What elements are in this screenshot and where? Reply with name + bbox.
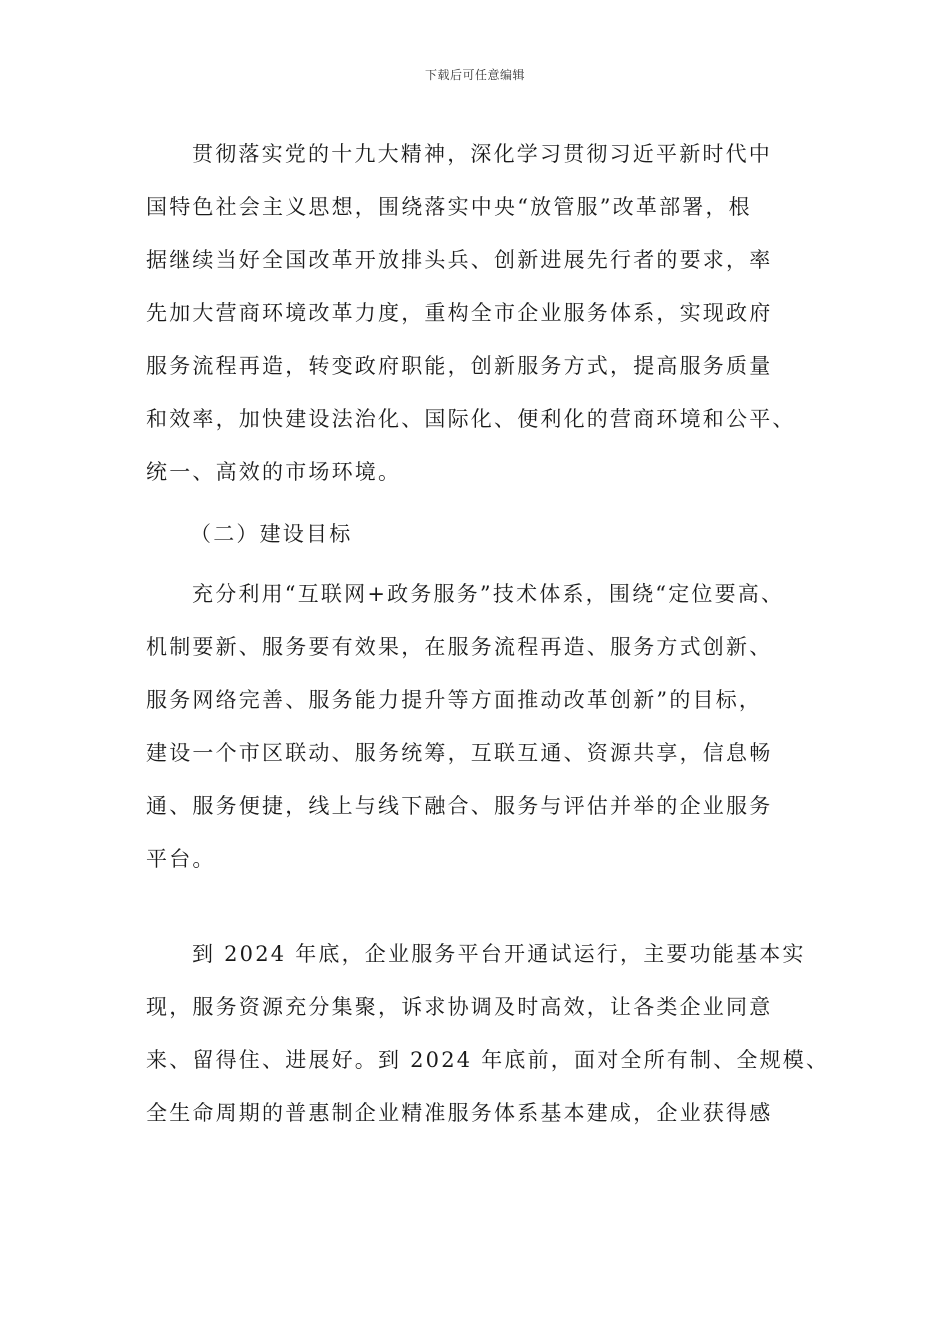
paragraph-line: 通、服务便捷，线上与线下融合、服务与评估并举的企业服务 [146,794,773,818]
paragraph-line: 服务网络完善、服务能力提升等方面推动改革创新”的目标， [146,688,763,712]
paragraph-line: 机制要新、服务要有效果，在服务流程再造、服务方式创新、 [146,635,773,659]
paragraph-line: 国特色社会主义思想，围绕落实中央“放管服”改革部署，根 [146,195,752,219]
paragraph-line: 来、留得住、进展好。到 2024 年底前，面对全所有制、全规模、 [146,1048,830,1072]
paragraph-line: 现，服务资源充分集聚，诉求协调及时高效，让各类企业同意 [146,995,773,1019]
paragraph-line: 平台。 [146,847,216,871]
paragraph-timeline [146,928,830,1140]
paragraph-line: 建设一个市区联动、服务统筹，互联互通、资源共享，信息畅 [146,741,773,765]
paragraph-line: 充分利用“互联网+政务服务”技术体系，围绕“定位要高、 [192,582,785,606]
paragraph-line: 据继续当好全国改革开放排头兵、创新进展先行者的要求，率 [146,248,773,272]
paragraph-line: 全生命周期的普惠制企业精准服务体系基本建成，企业获得感 [146,1101,773,1125]
section-heading [146,508,826,561]
paragraph-guiding-ideology [146,128,826,499]
paragraph-line: 到 2024 年底，企业服务平台开通试运行，主要功能基本实 [192,942,806,966]
paragraph-line: 贯彻落实党的十九大精神，深化学习贯彻习近平新时代中 [192,142,772,166]
paragraph-line: 服务流程再造，转变政府职能，创新服务方式，提高服务质量 [146,354,773,378]
section-heading-text: （二）建设目标 [190,522,353,546]
paragraph-line: 先加大营商环境改革力度，重构全市企业服务体系，实现政府 [146,301,773,325]
paragraph-construction-goal [146,568,826,886]
paragraph-line: 统一、高效的市场环境。 [146,460,402,484]
page-header-note: 下载后可任意编辑 [424,68,525,82]
paragraph-line: 和效率，加快建设法治化、国际化、便利化的营商环境和公平、 [146,407,796,431]
